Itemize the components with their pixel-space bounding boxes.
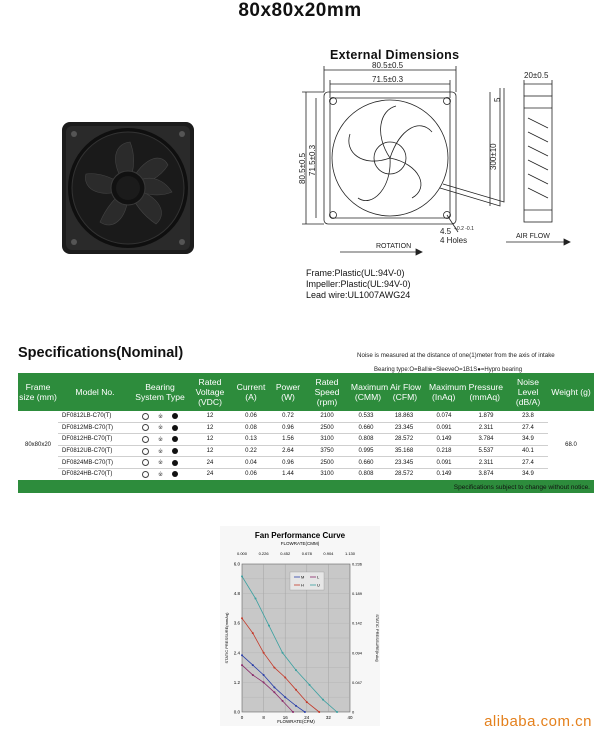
bearing-cell bbox=[132, 422, 188, 434]
data-point-H bbox=[284, 676, 286, 678]
current-cell: 0.06 bbox=[232, 468, 270, 480]
data-point-H bbox=[241, 617, 243, 619]
bearing-cell bbox=[132, 445, 188, 457]
ball-bearing-icon bbox=[142, 413, 149, 420]
x-tick-label: 32 bbox=[325, 715, 331, 720]
header-weight: Weight (g) bbox=[548, 373, 594, 411]
y-right-tick-label: 0.094 bbox=[352, 650, 363, 656]
current-cell: 0.13 bbox=[232, 434, 270, 446]
hypro-bearing-icon bbox=[172, 460, 178, 466]
dim-hole: 4.5 bbox=[440, 227, 452, 236]
inaq-cell: 0.149 bbox=[424, 434, 464, 446]
x-tick-label: 8 bbox=[262, 715, 265, 720]
inaq-cell: 0.218 bbox=[424, 445, 464, 457]
y-right-tick-label: 0.236 bbox=[352, 561, 363, 567]
sleeve-bearing-icon: ※ bbox=[157, 436, 164, 443]
page-title: 80x80x20mm bbox=[238, 0, 362, 21]
power-cell: 1.56 bbox=[270, 434, 306, 446]
bearing-legend: Bearing type:O=Ball※=SleeveO=1B1S●=Hypro bearing bbox=[374, 367, 523, 373]
cfm-cell: 23.345 bbox=[384, 457, 424, 469]
legend-label-H: H bbox=[301, 582, 304, 588]
noise-cell: 34.9 bbox=[508, 468, 548, 480]
y-right-tick-label: 0.142 bbox=[352, 620, 363, 626]
y-left-axis-label: STATIC PRESSURE(mmAq) bbox=[224, 612, 229, 664]
x-tick-label: 16 bbox=[282, 715, 288, 720]
power-cell: 0.96 bbox=[270, 457, 306, 469]
voltage-cell: 12 bbox=[188, 411, 232, 422]
dim-outer-width: 80.5±0.5 bbox=[372, 61, 404, 70]
material-frame: Frame:Plastic(UL:94V-0) bbox=[306, 268, 405, 278]
data-point-U bbox=[282, 652, 284, 654]
power-cell: 0.72 bbox=[270, 411, 306, 422]
power-cell: 1.44 bbox=[270, 468, 306, 480]
data-point-H bbox=[318, 711, 320, 713]
y-right-tick-label: 0 bbox=[352, 709, 355, 715]
ball-bearing-icon bbox=[142, 459, 149, 466]
noise-cell: 27.4 bbox=[508, 457, 548, 469]
cfm-cell: 28.572 bbox=[384, 434, 424, 446]
data-point-M bbox=[304, 711, 306, 713]
bearing-cell bbox=[132, 468, 188, 480]
data-point-U bbox=[322, 699, 324, 701]
data-point-U bbox=[255, 598, 257, 600]
fan-performance-chart bbox=[220, 526, 380, 726]
header-frame: Frame size (mm) bbox=[18, 373, 58, 411]
hypro-bearing-icon bbox=[172, 448, 178, 454]
frame-size-cell: 80x80x20 bbox=[18, 411, 58, 480]
dim-depth: 20±0.5 bbox=[524, 71, 549, 80]
data-point-L bbox=[282, 700, 284, 702]
bearing-cell bbox=[132, 457, 188, 469]
speed-cell: 2500 bbox=[306, 422, 348, 434]
header-power: Power (W) bbox=[270, 373, 306, 411]
data-point-M bbox=[284, 696, 286, 698]
dim-inner-width: 71.5±0.3 bbox=[372, 75, 404, 84]
header-current: Current (A) bbox=[232, 373, 270, 411]
header-voltage: Rated Voltage (VDC) bbox=[188, 373, 232, 411]
cmm-cell: 0.808 bbox=[348, 468, 384, 480]
noise-cell: 23.8 bbox=[508, 411, 548, 422]
y-left-tick-label: 1.2 bbox=[233, 679, 240, 685]
dim-inner-height: 71.5±0.3 bbox=[308, 144, 317, 176]
x-top-tick-label: 0.452 bbox=[280, 551, 291, 556]
model-cell: DF0812HB-C70(T) bbox=[58, 434, 132, 446]
voltage-cell: 24 bbox=[188, 457, 232, 469]
inaq-cell: 0.091 bbox=[424, 422, 464, 434]
voltage-cell: 24 bbox=[188, 468, 232, 480]
current-cell: 0.08 bbox=[232, 422, 270, 434]
data-point-M bbox=[295, 705, 297, 707]
sleeve-bearing-icon: ※ bbox=[157, 460, 164, 467]
voltage-cell: 12 bbox=[188, 422, 232, 434]
data-point-U bbox=[268, 625, 270, 627]
data-point-U bbox=[309, 684, 311, 686]
x-top-tick-label: 1.130 bbox=[344, 551, 356, 556]
data-point-H bbox=[263, 652, 265, 654]
data-point-H bbox=[273, 667, 275, 669]
data-point-M bbox=[263, 674, 265, 676]
table-row bbox=[18, 445, 594, 457]
inaq-cell: 0.074 bbox=[424, 411, 464, 422]
y-left-tick-label: 3.6 bbox=[233, 620, 240, 626]
data-point-H bbox=[252, 632, 254, 634]
header-airflow: Maximum Air Flow (CMM) (CFM) bbox=[348, 373, 424, 411]
x-tick-label: 0 bbox=[240, 715, 244, 720]
legend-label-M: M bbox=[301, 574, 305, 580]
mmaq-cell: 3.784 bbox=[464, 434, 508, 446]
dim-lead-length: 300±10 bbox=[489, 143, 498, 170]
data-point-M bbox=[241, 654, 243, 656]
dim-holes-count: 4 Holes bbox=[440, 236, 468, 245]
data-point-U bbox=[336, 711, 338, 713]
model-cell: DF0824HB-C70(T) bbox=[58, 468, 132, 480]
materials-list bbox=[306, 268, 411, 301]
y-right-tick-label: 0.047 bbox=[352, 679, 363, 685]
x-top-tick-label: 0.904 bbox=[323, 551, 334, 556]
header-bearing: Bearing System Type bbox=[132, 373, 188, 411]
x-axis-label: FLOWRATE(CFM) bbox=[277, 719, 315, 724]
x-top-tick-label: 0.226 bbox=[258, 551, 269, 556]
header-speed: Rated Speed (rpm) bbox=[306, 373, 348, 411]
model-cell: DF0812LB-C70(T) bbox=[58, 411, 132, 422]
hypro-bearing-icon bbox=[172, 413, 178, 419]
cfm-cell: 35.168 bbox=[384, 445, 424, 457]
noise-note: Noise is measured at the distance of one(1)meter from the axis of intake bbox=[357, 352, 555, 359]
mmaq-cell: 5.537 bbox=[464, 445, 508, 457]
y-right-axis-label: STATIC PRESSURE(InAq) bbox=[375, 614, 380, 662]
fan-photo bbox=[60, 120, 196, 256]
legend-label-U: U bbox=[317, 582, 320, 588]
x-top-tick-label: 0.000 bbox=[236, 551, 248, 556]
table-row bbox=[18, 422, 594, 434]
model-cell: DF0812MB-C70(T) bbox=[58, 422, 132, 434]
current-cell: 0.22 bbox=[232, 445, 270, 457]
speed-cell: 2500 bbox=[306, 457, 348, 469]
y-left-tick-label: 4.8 bbox=[233, 591, 240, 597]
mmaq-cell: 1.879 bbox=[464, 411, 508, 422]
airflow-label: AIR FLOW bbox=[516, 233, 550, 240]
current-cell: 0.06 bbox=[232, 411, 270, 422]
table-row bbox=[18, 468, 594, 480]
sleeve-bearing-icon: ※ bbox=[157, 471, 164, 478]
ball-bearing-icon bbox=[142, 436, 149, 443]
header-model: Model No. bbox=[58, 373, 132, 411]
ball-bearing-icon bbox=[142, 424, 149, 431]
header-cmm: (CMM) bbox=[354, 392, 382, 402]
data-point-L bbox=[292, 711, 294, 713]
header-cfm: (CFM) bbox=[392, 392, 418, 402]
y-left-tick-label: 0.0 bbox=[233, 709, 240, 715]
bearing-cell bbox=[132, 411, 188, 422]
external-dimensions-title: External Dimensions bbox=[330, 48, 460, 62]
dim-outer-height: 80.5±0.5 bbox=[298, 152, 307, 184]
data-point-L bbox=[252, 674, 254, 676]
noise-cell: 40.1 bbox=[508, 445, 548, 457]
noise-cell: 34.9 bbox=[508, 434, 548, 446]
current-cell: 0.04 bbox=[232, 457, 270, 469]
hypro-bearing-icon bbox=[172, 471, 178, 477]
mmaq-cell: 2.311 bbox=[464, 457, 508, 469]
x-top-tick-label: 0.678 bbox=[301, 551, 312, 556]
header-pressure: Maximum Pressure (InAq) (mmAq) bbox=[424, 373, 508, 411]
speed-cell: 3750 bbox=[306, 445, 348, 457]
model-cell: DF0824MB-C70(T) bbox=[58, 457, 132, 469]
inaq-cell: 0.091 bbox=[424, 457, 464, 469]
ball-bearing-icon bbox=[142, 448, 149, 455]
data-point-H bbox=[306, 701, 308, 703]
voltage-cell: 12 bbox=[188, 434, 232, 446]
header-noise: Noise Level (dB/A) bbox=[508, 373, 548, 411]
sleeve-bearing-icon: ※ bbox=[157, 448, 164, 455]
cfm-cell: 23.345 bbox=[384, 422, 424, 434]
data-point-U bbox=[241, 575, 243, 577]
bearing-cell bbox=[132, 434, 188, 446]
table-row bbox=[18, 411, 594, 422]
x-tick-label: 24 bbox=[304, 715, 310, 720]
data-point-U bbox=[295, 669, 297, 671]
speed-cell: 3100 bbox=[306, 434, 348, 446]
power-cell: 0.96 bbox=[270, 422, 306, 434]
table-row bbox=[18, 434, 594, 446]
data-point-L bbox=[273, 691, 275, 693]
dim-hole-tol: +0.2 -0.1 bbox=[454, 226, 474, 232]
y-left-tick-label: 2.4 bbox=[233, 650, 240, 656]
speed-cell: 3100 bbox=[306, 468, 348, 480]
data-point-H bbox=[295, 689, 297, 691]
weight-cell: 68.0 bbox=[548, 411, 594, 480]
data-point-L bbox=[263, 681, 265, 683]
legend-label-L: L bbox=[317, 574, 320, 580]
sleeve-bearing-icon: ※ bbox=[157, 413, 164, 420]
speed-cell: 2100 bbox=[306, 411, 348, 422]
spec-table bbox=[18, 373, 594, 481]
sleeve-bearing-icon: ※ bbox=[157, 425, 164, 432]
cfm-cell: 28.572 bbox=[384, 468, 424, 480]
x-tick-label: 40 bbox=[347, 715, 353, 720]
material-impeller: Impeller:Plastic(UL:94V-0) bbox=[306, 279, 411, 289]
noise-cell: 27.4 bbox=[508, 422, 548, 434]
header-inaq: (InAq) bbox=[432, 392, 456, 402]
watermark: alibaba.com.cn bbox=[484, 713, 592, 730]
mmaq-cell: 2.311 bbox=[464, 422, 508, 434]
data-point-M bbox=[252, 664, 254, 666]
hypro-bearing-icon bbox=[172, 436, 178, 442]
cmm-cell: 0.808 bbox=[348, 434, 384, 446]
spec-title: Specifications(Nominal) bbox=[18, 345, 184, 361]
chart-title: Fan Performance Curve bbox=[254, 531, 346, 540]
table-row bbox=[18, 457, 594, 469]
inaq-cell: 0.149 bbox=[424, 468, 464, 480]
data-point-L bbox=[241, 664, 243, 666]
hypro-bearing-icon bbox=[172, 425, 178, 431]
cmm-cell: 0.995 bbox=[348, 445, 384, 457]
power-cell: 2.64 bbox=[270, 445, 306, 457]
cmm-cell: 0.660 bbox=[348, 457, 384, 469]
rotation-label: ROTATION bbox=[376, 243, 412, 250]
dimension-drawing bbox=[300, 48, 600, 258]
cmm-cell: 0.660 bbox=[348, 422, 384, 434]
mmaq-cell: 3.874 bbox=[464, 468, 508, 480]
voltage-cell: 12 bbox=[188, 445, 232, 457]
cmm-cell: 0.533 bbox=[348, 411, 384, 422]
cfm-cell: 18.863 bbox=[384, 411, 424, 422]
header-mmaq: (mmAq) bbox=[469, 392, 500, 402]
data-point-M bbox=[273, 686, 275, 688]
model-cell: DF0812UB-C70(T) bbox=[58, 445, 132, 457]
y-left-tick-label: 6.0 bbox=[233, 561, 240, 567]
spec-footer: Specifications subject to change without notice. bbox=[453, 484, 590, 491]
material-leadwire: Lead wire:UL1007AWG24 bbox=[306, 290, 411, 300]
chart-top-axis-label: FLOWRATE(CMM) bbox=[280, 541, 320, 546]
y-right-tick-label: 0.189 bbox=[352, 591, 363, 597]
ball-bearing-icon bbox=[142, 471, 149, 478]
dim-lead-small: 5 bbox=[493, 97, 502, 102]
